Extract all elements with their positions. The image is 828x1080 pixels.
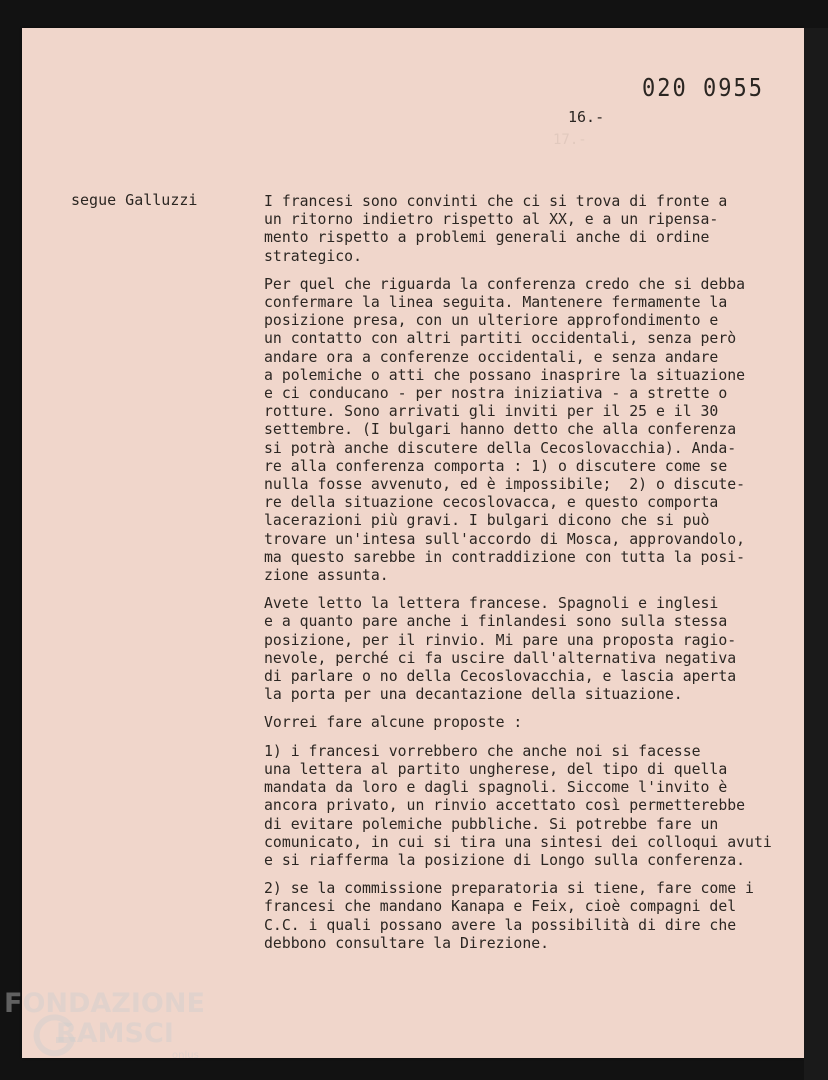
show-through-mark: 17.- <box>553 132 587 148</box>
speaker-label: segue Galluzzi <box>71 191 198 209</box>
foundation-watermark-logo <box>4 988 214 1072</box>
archive-number: 020 0955 <box>642 74 764 103</box>
paragraph: I francesi sono convinti che ci si trova di fronte a un ritorno indietro rispetto al XX, e a un ripensa- mento rispetto a problemi generali anche di ordine strategico. <box>264 193 728 265</box>
watermark-suffix: onlus <box>172 1050 199 1061</box>
paragraph: Vorrei fare alcune proposte : <box>264 714 523 732</box>
scan-border <box>804 28 828 1080</box>
paragraph: 2) se la commissione preparatoria si tiene, fare come i francesi che mandano Kanapa e Feix, cioè compagni del C.C. i quali possano avere la possibilità di dire che debbono consultare la Direzione. <box>264 880 754 952</box>
watermark-line-1: FONDAZIONE <box>4 988 205 1019</box>
paragraph: Per quel che riguarda la conferenza credo che si debba confermare la linea seguita. Mantenere fermamente la posizione presa, con un ulteriore approfondimento e un contatto con altri partiti occidentali, senza però andare ora a conferenze occidentali, e senza andare a polemiche o atti che possano inasprire la situazione e ci conducano - per nostra iniziativa - a strette o rotture. Sono arrivati gli inviti per il 25 e il 30 settembre. (I bulgari hanno detto che alla conferenza si potrà anche discutere della Cecoslovacchia). Anda- re alla conferenza comporta : 1) o discutere come se nulla fosse avvenuto, ed è impossibile; 2) o discute- re della situazione cecoslovacca, e questo comporta lacerazioni più gravi. I bulgari dicono che si può trovare un'intesa sull'accordo di Mosca, approvandolo, ma questo sarebbe in contraddizione con tutta la posi- zione assunta. <box>264 275 746 585</box>
watermark-line-2: RAMSCI <box>56 1018 174 1049</box>
minutes-body <box>264 193 804 963</box>
paragraph: 1) i francesi vorrebbero che anche noi si facesse una lettera al partito ungherese, del tipo di quella mandata da loro e dagli spagnoli. Siccome l'invito è ancora privato, un rinvio accettato così permetterebbe di evitare polemiche pubbliche. Si potrebbe fare un comunicato, in cui si tira una sintesi dei colloqui avuti e si riafferma la posizione di Longo sulla conferenza. <box>264 742 772 869</box>
paragraph: Avete letto la lettera francese. Spagnoli e inglesi e a quanto pare anche i finlandesi sono sulla stessa posizione, per il rinvio. Mi pare una proposta ragio- nevole, perché ci fa uscire dall'alternativa negativa di parlare o no della Cecoslovacchia, e lascia aperta la porta per una decantazione della situazione. <box>264 595 737 704</box>
page-number: 16.- <box>568 108 605 126</box>
